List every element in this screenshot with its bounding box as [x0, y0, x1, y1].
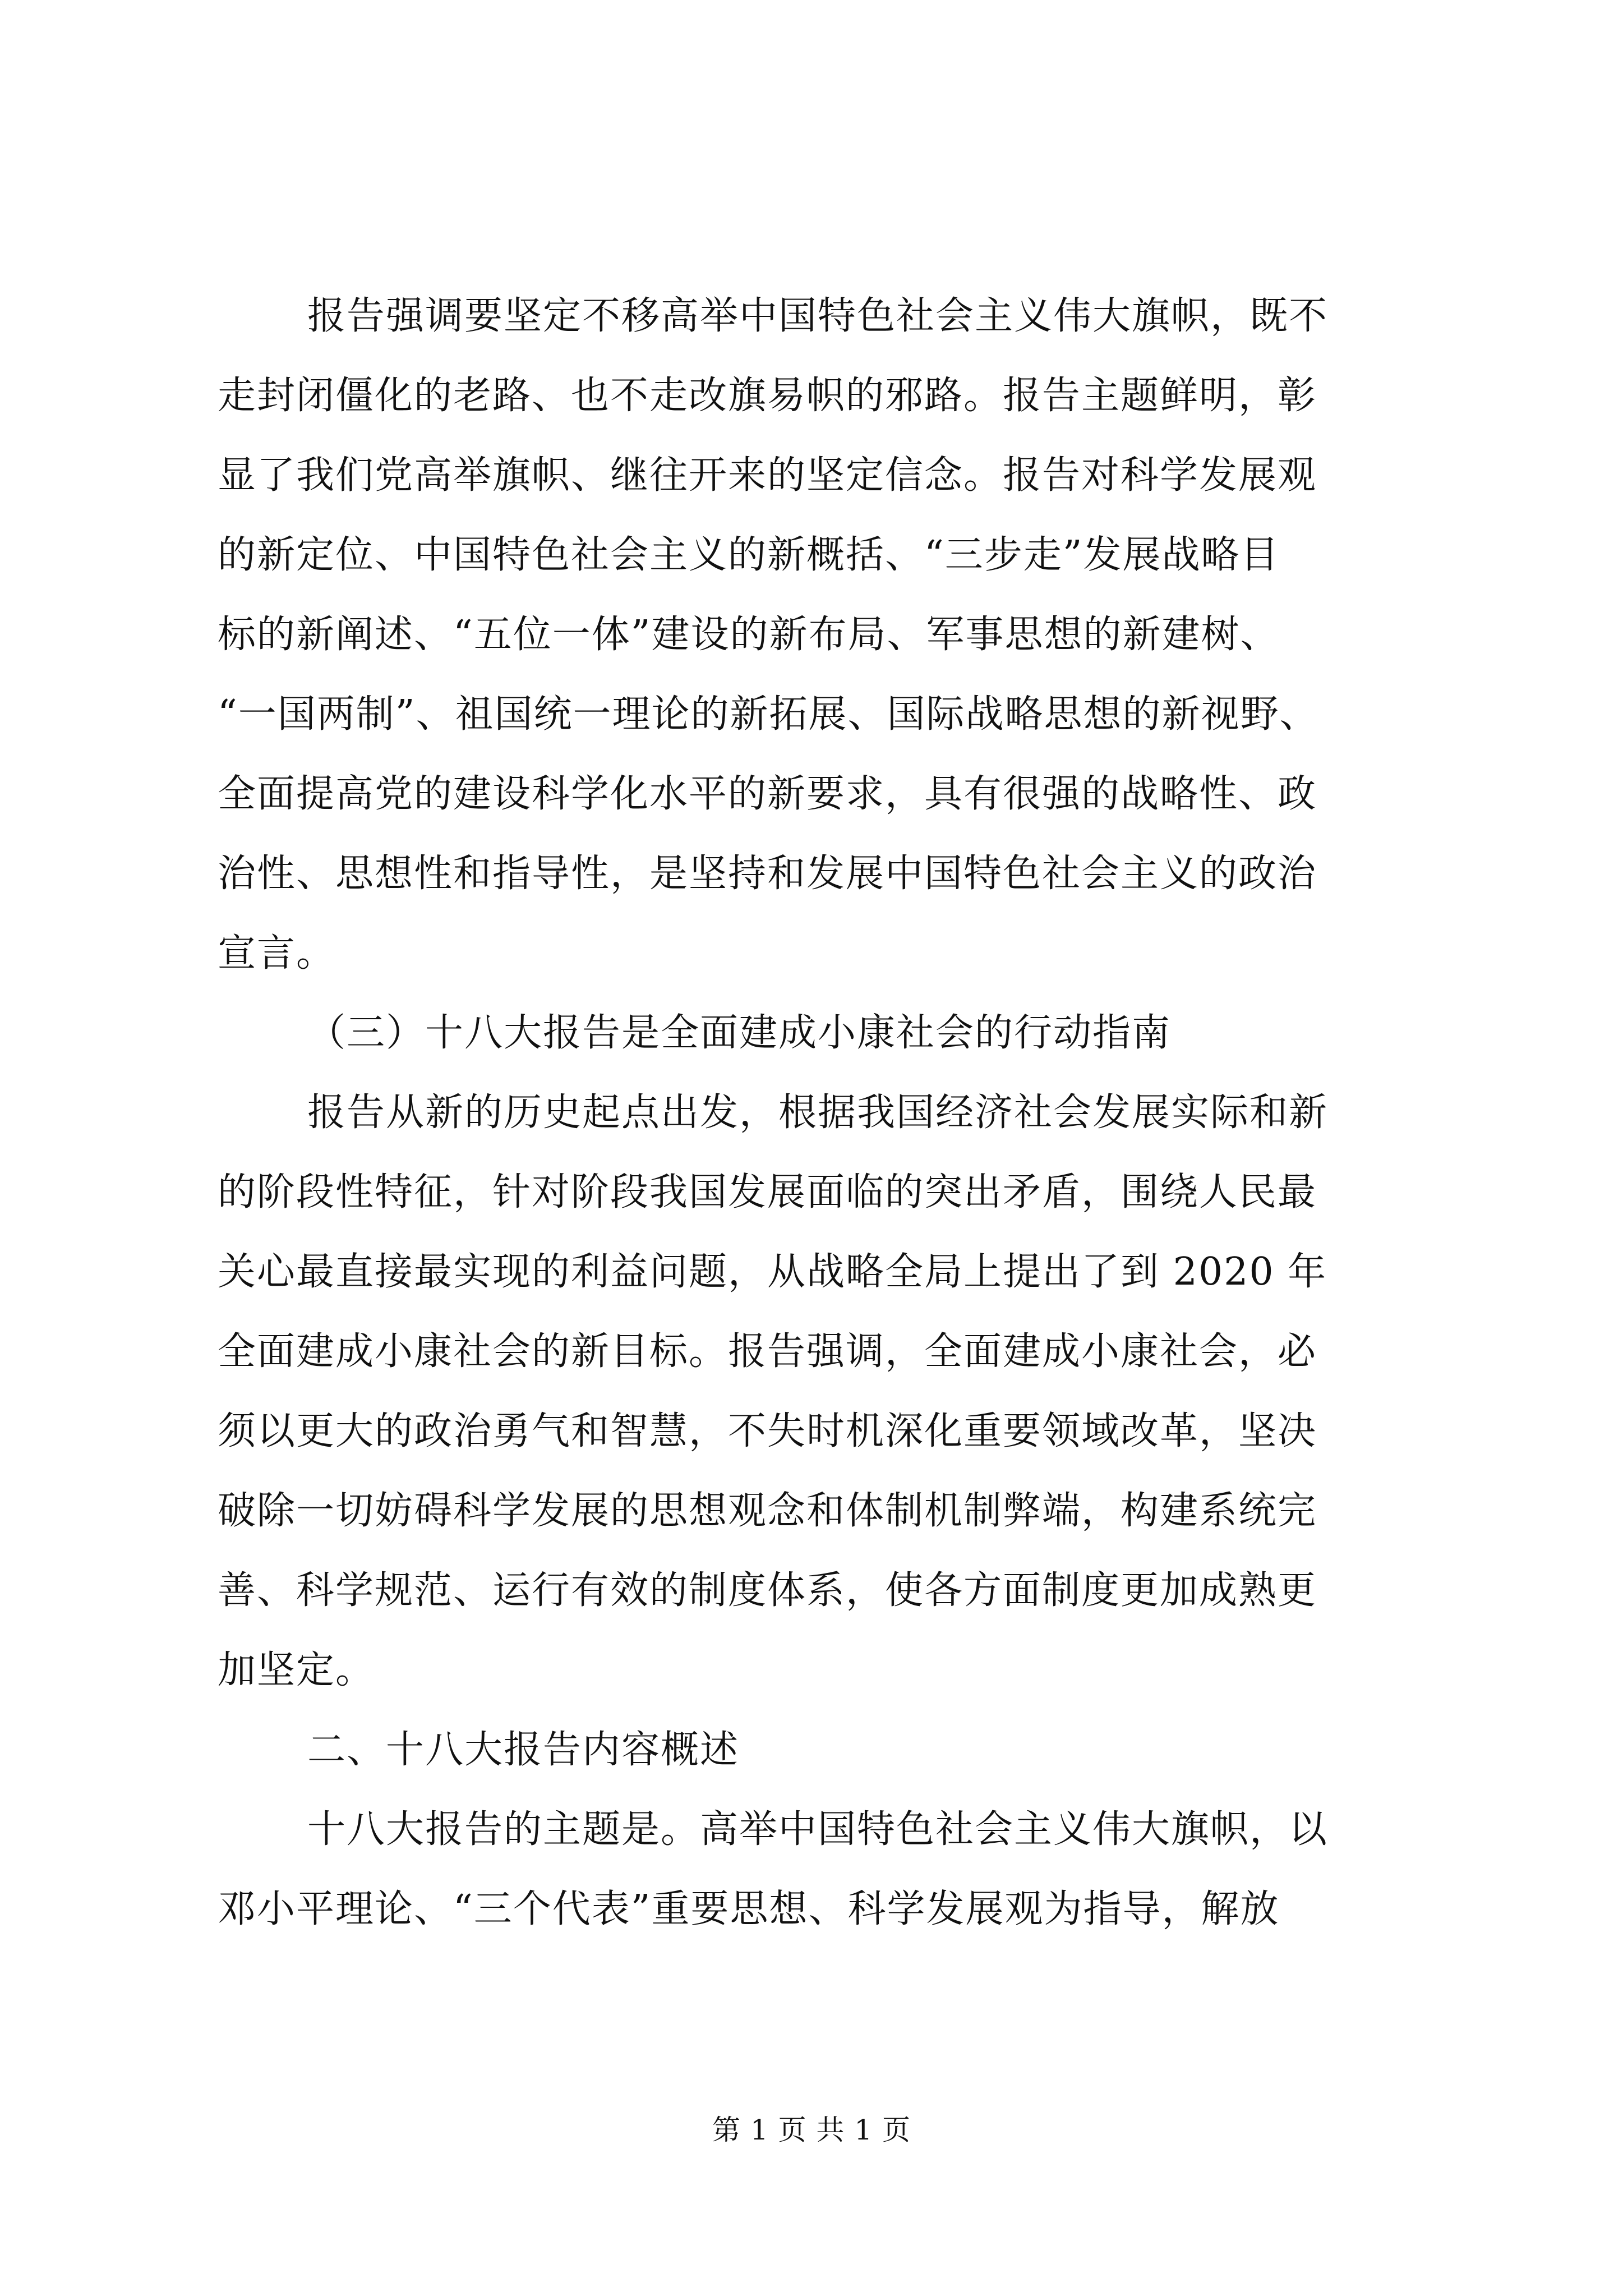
paragraph-line: 的新定位、中国特色社会主义的新概括、“三步走”发展战略目 [218, 533, 1280, 577]
paragraph-line: 报告强调要坚定不移高举中国特色社会主义伟大旗帜，既不 [307, 294, 1329, 338]
paragraph-line: 治性、思想性和指导性，是坚持和发展中国特色社会主义的政治 [218, 852, 1317, 896]
paragraph-line: 加坚定。 [218, 1648, 375, 1692]
paragraph-line: 全面建成小康社会的新目标。报告强调，全面建成小康社会，必 [218, 1329, 1317, 1374]
paragraph-line: 的阶段性特征，针对阶段我国发展面临的突出矛盾，围绕人民最 [218, 1170, 1317, 1214]
paragraph-line: 走封闭僵化的老路、也不走改旗易帜的邪路。报告主题鲜明，彰 [218, 374, 1317, 418]
paragraph-line: 善、科学规范、运行有效的制度体系，使各方面制度更加成熟更 [218, 1568, 1317, 1613]
paragraph-line: 邓小平理论、“三个代表”重要思想、科学发展观为指导，解放 [218, 1887, 1280, 1931]
paragraph-line: “一国两制”、祖国统一理论的新拓展、国际战略思想的新视野、 [218, 692, 1319, 737]
section-heading: （三）十八大报告是全面建成小康社会的行动指南 [307, 1011, 1172, 1055]
page-number-footer: 第 1 页 共 1 页 [712, 2114, 911, 2146]
paragraph-line: 报告从新的历史起点出发，根据我国经济社会发展实际和新 [307, 1091, 1329, 1135]
paragraph-line: 破除一切妨碍科学发展的思想观念和体制机制弊端，构建系统完 [218, 1489, 1317, 1533]
paragraph-line: 显了我们党高举旗帜、继往开来的坚定信念。报告对科学发展观 [218, 453, 1317, 498]
paragraph-line: 关心最直接最实现的利益问题，从战略全局上提出了到 2020 年 [218, 1250, 1327, 1294]
paragraph-line: 宣言。 [218, 931, 336, 976]
paragraph-line: 须以更大的政治勇气和智慧，不失时机深化重要领域改革，坚决 [218, 1409, 1317, 1453]
paragraph-line: 十八大报告的主题是。高举中国特色社会主义伟大旗帜，以 [307, 1807, 1329, 1852]
paragraph-line: 全面提高党的建设科学化水平的新要求，具有很强的战略性、政 [218, 772, 1317, 816]
section-heading: 二、十八大报告内容概述 [307, 1728, 740, 1772]
document-body [218, 294, 1395, 1970]
paragraph-line: 标的新阐述、“五位一体”建设的新布局、军事思想的新建树、 [218, 613, 1280, 657]
